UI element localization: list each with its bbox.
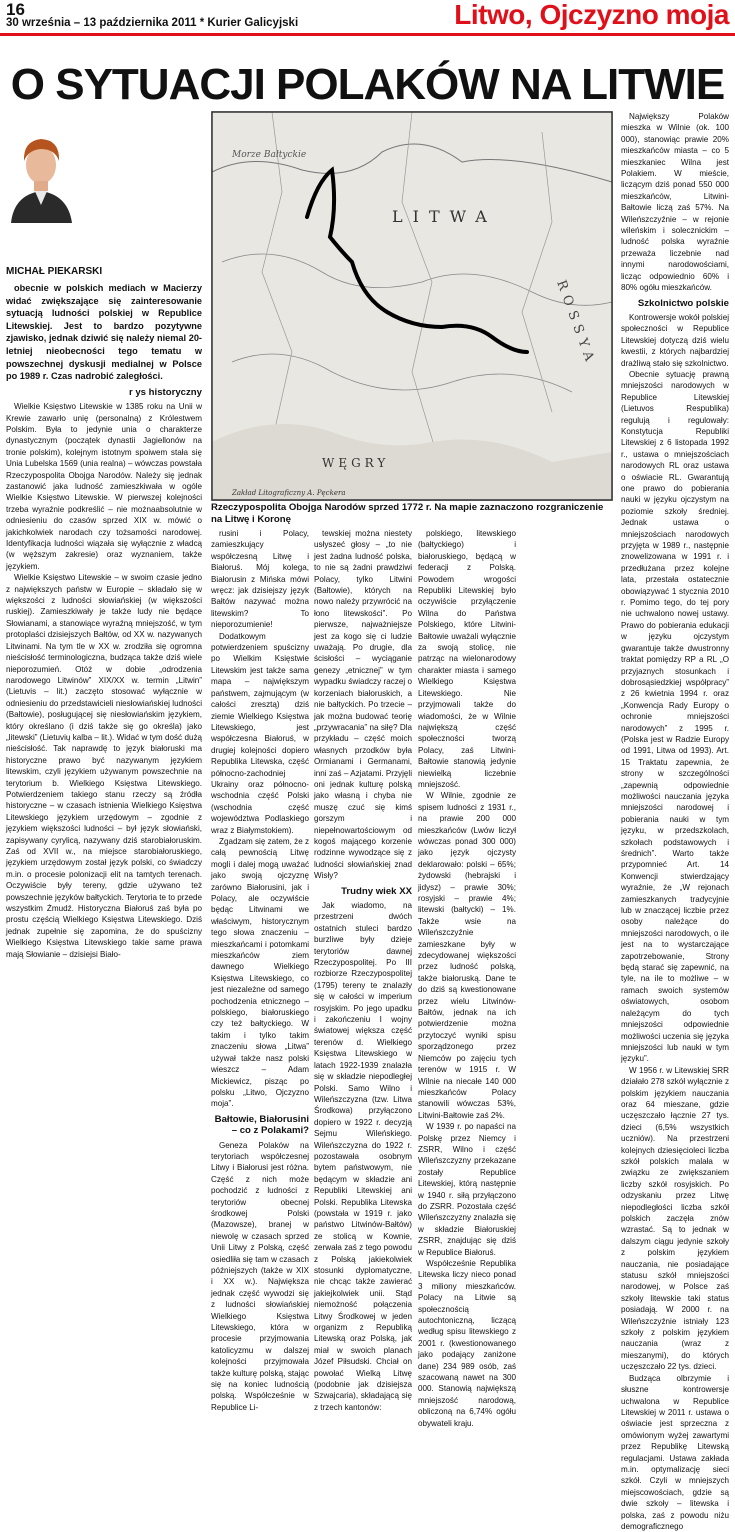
map-label-wegry: WĘGRY <box>322 456 390 470</box>
paragraph: W 1939 r. po napaści na Polskę przez Niemcy i ZSRR, Wilno i część Wileńszczyzny przekazane zostały Republice Litewskiej, którą następnie w 1940 r. siłą przyłączono do ZSRR. Pozostała część Wileńszczyzny znalazła się w składzie Białoruskiej ZSRR, znajdując się dziś w Republice Białoruś. <box>418 1122 516 1257</box>
issue-dateline: 30 września – 13 października 2011 * Kurier Galicyjski <box>6 17 299 29</box>
paragraph: Obecnie sytuację prawną mniejszości narodowych w Republice Litewskiej (Lietuvos Respublika) regulują i regulowały: Konstytucja Republiki Litewskiej z 6 listopada 1992 r., ustawa o mniejszościach narodowych RL oraz ustawa o oświacie RL. Gwarantują one prawo do pobierania nauki w języku ojczystym na poziomie szkoły średniej. Jednak ustawa o mniejszościach narodowych przyjęta w 1989 r., następnie znowelizowana w 1991 r. i przedłużana przez kolejne lata, przestała ostatecznie obowiązywać 1 stycznia 2010 r. Pomimo tego, do tej pory nie uchwalono nowej ustawy. Prawo do pobierania edukacji w języku ojczystym gwarantuje także dwustronny traktat pomiędzy RP a RL „O przyjaznych stosunkach i dobrosąsiedzkiej współpracy” z 26 kwietnia 1994 r. oraz „Konwencja Rady Europy o ochronie mniejszości narodowych” z 1995 r. (Polska jest w Radzie Europy od 1991, Litwa od 1993). Art. 15 Traktatu zapewnia, że strony w szczególności „zapewnią odpowiednie możliwości nauczania języka mniejszości narodowej i pobierania nauki w tym języku, w przedszkolach, szkołach podstawowych i średnich”. Warto także przypomnieć Art. 14 Konwencji stwierdzający wyraźnie, że „W rejonach zamieszkanych tradycyjnie lub w znaczącej liczbie przez osoby należące do mniejszości narodowych, o ile jest na to wystarczające zapotrzebowanie, Strony będą starać się zapewnić, na tyle, na ile to możliwe – w ramach swoich systemów oświatowych, osobom należącym do tych mniejszości odpowiednie możliwości uczenia się języka mniejszości lub nauki w tym języku”. <box>621 369 729 1064</box>
paragraph: Jak wiadomo, na przestrzeni dwóch ostatnich stuleci bardzo burzliwe były dzieje terytoriów dawnej Rzeczypospolitej. Po III rozbiorze Rzeczypospolitej (1795) tereny te znalazły się w całości w imperium rosyjskim. Po jego upadku i zakończeniu I wojny światowej większa część terenów d. Wielkiego Księstwa Litewskiego w latach 1922-1939 znalazła się w składzie niepodległej Polski. Samo Wilno i Wileńszczyzna (tzw. Litwa Środkowa) przyłączono dopiero w 1922 r. decyzją Sejmu Wileńskiego. Wileńszczyzna do 1922 r. pozostawała osobnym bytem państwowym, nie będącym w składzie ani Republiki Litewskiej ani Polski. Republika Litewska (powstała w 1919 r. jako państwo Litwinów-Bałtów) ze stolicą w Kownie, zerwała zaś z tego powodu z Polską jakiekolwiek stosunki dyplomatyczne, nie chcąc także zawierać jakiejkolwiek unii. Stąd niemożność połączenia Litwy Środkowej w jeden organizm z Republiką Litewską oraz Polską, jak miał w swoich planach Józef Piłsudski. Chciał on powołać Wielką Litwę (podobnie jak dzisiejsza Szwajcaria), składającą się z trzech kantonów: <box>314 901 412 1412</box>
paragraph: polskiego, litewskiego (bałtyckiego) i białoruskiego, będącą w federacji z Polską. Powodem wrogości Republiki Litewskiej było oczywiście przyłączenie Wilna do Państwa Polskiego, które Litwini-Bałtowie uważali wyłącznie za swoją stolicę, nie patrząc na wielonarodowy charakter miasta i samego Wielkiego Księstwa Litewskiego. Nie przyjmowali także do wiadomości, że w Wilnie największą część społeczności tworzą Polacy, zaś Litwini-Bałtowie stanowią jedynie niewielką liczebnie mniejszość. <box>418 529 516 789</box>
paragraph: Wielkie Księstwo Litewskie – w swoim czasie jedno z największych państw w Europie – składało się w większości z ludności słowiańskiej (w większości ruskiej). Zamieszkiwały je także ludy nie będące Słowianami, a stanowiące wyraźną mniejszość, w tym protoplaści dzisiejszych Bałtów, od XX w. nazywanych Litwinami. Na tym tle w XX w. zrodziła się ogromna nieścisłość terminologiczna, budząca także dziś wiele nieporozumień. Otóż w dobie „odrodzenia narodowego Litwinów” XIX/XX w. termin „Litwin” (Lietuvis – lit.) zaczęto stosować wyłącznie w odniesieniu do przedstawicieli niesłowiańskiej ludności (Bałtowie), posługującej się niesłowiańskim językiem, który określano (i dziś także się go określa) jako „litewski” (Lietuvių kalba – lit.). Widać w tym dość dużą nieścisłość. Tak naprawdę to język białoruski ma historyczne prawo być nazywanym językiem litewskim, czyli językiem używanym powszechnie na terytorium b. Wielkiego Księstwa Litewskiego. Potwierdzeniem takiego stanu rzeczy są źródła historyczne – w czasach istnienia Wielkiego Księstwa Litewskiego językiem urzędowym – zgodnie z językiem większości ludności – był język słowiański, zapisywany cyrylicą, nazywany dziś starobiałoruskim. Zaś od XVII w., na miejsce starobiałoruskiego, językiem urzędowym został język polski, co świadczy m.in. o procesie polonizacji elit na tamtych terenach. Oczywiście były tereny, gdzie używano też powszechnie języków bałtyckich. Terytoria te to przede wszystkim Żmudź. Historyczna Białoruś zaś była po prostu częścią Wielkiego Księstwa Litewskiego. Dziś jednak zupełnie się zapomina, że do spuścizny Wielkiego Księstwa Litewskiego takie same prawa mają Słowianie – dzisiejsi Biało- <box>6 573 202 959</box>
author-photo <box>6 123 76 223</box>
article-title: O SYTUACJI POLAKÓW NA LITWIE <box>10 60 725 109</box>
paragraph: Zgadzam się zatem, że z całą pewnością Litwę mogli i dalej mogą uważać jako swoją ojczyznę zarówno Białorusini, jak i Polacy, ale oczywiście będąc Litwinami we właściwym, historycznym tego słowa znaczeniu – mieszkańcami i potomkami mieszkańców ziem dawnego Wielkiego Księstwa Litewskiego, co jest niezależne od samego pochodzenia etnicznego – polskiego, białoruskiego czy też bałtyckiego. W takim i tylko takim znaczeniu słowa „Litwa” używał także nasz polski wieszcz – Adam Mickiewicz, pisząc po polsku „Litwo, Ojczyzno moja”. <box>211 836 309 1109</box>
map-label-baltic: Morze Bałtyckie <box>232 150 307 160</box>
column-5 <box>621 111 729 1531</box>
paragraph: Budząca olbrzymie i słuszne kontrowersje uchwalona w Republice Litewskiej w 2011 r. ustawa o oświacie jest sprzeczna z omówionym wyżej zawartymi przez Republikę Litewską regulacjami. Ustawa zakłada m.in. optymalizację sieci szkół. Czyli w mniejszych miejscowościach, gdzie są dwie szkoły – litewska i polska, zaś z powodu niżu demograficznego <box>621 1373 729 1531</box>
section-heading-schools: Szkolnictwo polskie <box>637 297 729 309</box>
header-rule <box>0 33 735 36</box>
column-2 <box>211 528 309 1412</box>
map-label-rossya: ROSSYA <box>553 278 599 369</box>
section-title: Litwo, Ojczyzno moja <box>454 0 729 30</box>
section-heading-xx-century: Trudny wiek XX <box>341 885 412 897</box>
map-caption: Rzeczypospolita Obojga Narodów sprzed 1772 r. Na mapie zaznaczono rozgraniczenie na Litwę i Koronę <box>211 502 604 525</box>
paragraph: Wielkie Księstwo Litewskie w 1385 roku na Unii w Krewie zawarło unię (personalną) z Królestwem Polskim. Była to jedynie unia o charakterze dynastycznym (początek dynastii Jagiellonów na tronie polskim), kolejnym istotnym spoiwem stała się Unia Lubelska 1569 (unia realna) – wówczas powstała Rzeczypospolita Obojga Narodów. Należy się jednak zastanowić jaka ludność zamieszkiwała w ogóle Wielkie Księstwo Litewskie. W pierwszej kolejności trzeba wyraźnie podkreślić – nie możnaabsolutnie w odniesieniu do czasów sprzed XIX w. mówić o jakichkolwiek narodach czy tożsamości narodowej. Identyfikacja ludności wiązała się wyłącznie z władcą (w węższym zakresie) oraz wyznaniem, także językiem. <box>6 402 202 571</box>
page-header <box>0 0 735 34</box>
column-4 <box>418 528 516 1428</box>
column-1 <box>6 282 202 1102</box>
map-imprint: Zakład Litograficzny A. Pęckera <box>232 489 346 497</box>
paragraph: Geneza Polaków na terytoriach współczesnej Litwy i Białorusi jest różna. Część z nich może pochodzić z ludności z terytoriów obecnej środkowej Polski (Mazowsze), branej w niewolę w czasach sprzed Unii Litwy z Polską, część osiedliła się tam w czasach późniejszych (także w XIX i XX w.). Największa jednak część wywodzi się z ludności słowiańskiej Wielkiego Księstwa Litewskiego, która w procesie przyjmowania katolicyzmu w dalszej kolejności przyjmowała także kulturę polską, stając się na koniec ludnością polską. Współcześnie w Republice Li- <box>211 1140 309 1412</box>
section-heading-history: r ys historyczny <box>128 386 202 398</box>
author-name: MICHAŁ PIEKARSKI <box>6 266 103 277</box>
section-heading-baltowie: Bałtowie, Białorusini – co z Polakami? <box>214 1113 309 1137</box>
paragraph: rusini i Polacy, zamieszkujący współczesną Litwę i Białoruś. Mój kolega, Białorusin z Mińska mówi wręcz: jak dzisiejszy język Bałtów nazywać można litewskim? To nieporozumienie! <box>211 529 309 630</box>
paragraph: Współcześnie Republika Litewska liczy nieco ponad 3 miliony mieszkańców. Polacy na Litwie są społecznością autochtoniczną, liczącą według spisu litewskiego z 2001 r. (kwestionowanego jako podający zaniżone dane) 234 989 osób, zaś szacowaną nawet na 300 000. Stanowią największą mniejszość narodową, obliczoną na 6,74% ogółu obywateli kraju. <box>418 1259 516 1428</box>
paragraph: W Wilnie, zgodnie ze spisem ludności z 1931 r., na prawie 200 000 mieszkańców (Lwów liczył wówczas ponad 300 000) jako język ojczysty deklarowało: polski – 65%; żydowski (hebrajski i jidysz) – prawie 30%; rosyjski – prawie 4%; litewski (bałtycki) – 1%. Także wsie na Wileńszczyźnie zamieszkane były w zdecydowanej większości przez ludność polską, także białoruską. Dane te do dziś są kwestionowane przez wielu Litwinów-Bałtów, jednak na ich potwierdzenie można przytoczyć wyniki spisu sporządzonego przez Niemców po zajęciu tych terenów w 1915 r. W Wilnie na niecałe 140 000 mieszkańców Polacy stanowili wówczas 53%, Litwini-Bałtowie zaś 2%. <box>418 791 516 1120</box>
paragraph: tewskiej można niestety usłyszeć głosy – „to nie jest żadna ludność polska, to nie są żadni prawdziwi Polacy, tylko Litwini (Bałtowie), których na nowo należy przywrócić na łono litewskości”. Po pierwsze, najważniejsze jest za kogo się ci ludzie uważają. Po drugie, dla ścisłości – wyciąganie genezy „etnicznej” w tym wypadku świadczy raczej o korzeniach białoruskich, a nie bałtyckich. Po trzecie – jak można budować teorię „przywracania” na siłę? Dla przykładu – część moich własnych przodków była Ormianami i Germanami, inni zaś – Azjatami. Przyjęli oni jednak kulturę polską jako własną i chyba nie muszę czuć się kimś gorszym i niepełnowartościowym od kogoś mającego korzenie rodzinne wywodzące się z ludności słowiańskiej znad Wisły? <box>314 529 412 881</box>
column-3 <box>314 528 412 1412</box>
page-number: 16 <box>6 0 25 19</box>
paragraph: Największy Polaków mieszka w Wilnie (ok. 100 000), stanowiąc prawie 20% mieszkańców miasta – co 5 mieszkaniec Wilna jest Polakiem. W mieście, liczącym dziś ponad 550 000 mieszkańców, Litwini-Bałtowie liczą zaś 57%. Na Wileńszczyźnie – w rejonie wileńskim i solecznickim – ludność polska wyraźnie przeważa liczebnie nad innymi narodowościami, licząc odpowiednio 60% i 80% ogółu mieszkańców. <box>621 112 729 293</box>
historical-map <box>211 111 613 501</box>
paragraph: Dodatkowym potwierdzeniem spuścizny po Wielkim Księstwie Litewskim jest także sama mapa – największym państwem, zajmującym (w całości zresztą) dziś ziemie Wielkiego Księstwa Litewskiego, jest współczesna Białoruś, w drugiej kolejności dopiero Republika Litewska, część północno-zachodniej Ukrainy oraz północno-wschodnia część Polski (wschodnia część województwa Podlaskiego wraz z Białymstokiem). <box>211 631 309 835</box>
paragraph: Kontrowersje wokół polskiej społeczności w Republice Litewskiej dotyczą dziś wielu kwestii, z których najbardziej drażliwą stało się szkolnictwo. <box>621 312 729 368</box>
map-label-litwa: LITWA <box>392 207 497 226</box>
paragraph: W 1956 r. w Litewskiej SRR działało 278 szkół wyłącznie z polskim językiem nauczania oraz 64 mieszane, gdzie uczęszczało łącznie 27 tys. dzieci (6,5% wszystkich uczniów). Na przestrzeni kolejnych dziesięcioleci liczba szkół polskich malała w związku ze zwiększaniem liczby szkół rosyjskich. Po odzyskaniu przez Litwę niepodległości liczba szkół polskich zaczęła znów wzrastać. Są to jednak w dalszym ciągu jedynie szkoły z polskim językiem nauczania, nie posiadające statusu szkół mniejszości narodowej, w Polsce zaś szkoły litewskie taki status posiadają. W 2000 r. na Wileńszczyźnie istniały 123 szkoły z polskim językiem nauczania (wraz z mieszanymi), do których uczęszczało 22 tys. dzieci. <box>621 1065 729 1372</box>
article-lead: obecnie w polskich mediach w Macierzy widać zwiększające się zainteresowanie sytuacją ludności polskiej w Republice Litewskiej. Jest to bardzo pozytywne zjawisko, jednak dziwić się należy niemal 20-letniej nieobecności tego tematu w powszechnej dyskusji medialnej w Polsce po 1989 r. Czas nadrobić zaległości. <box>6 283 202 382</box>
